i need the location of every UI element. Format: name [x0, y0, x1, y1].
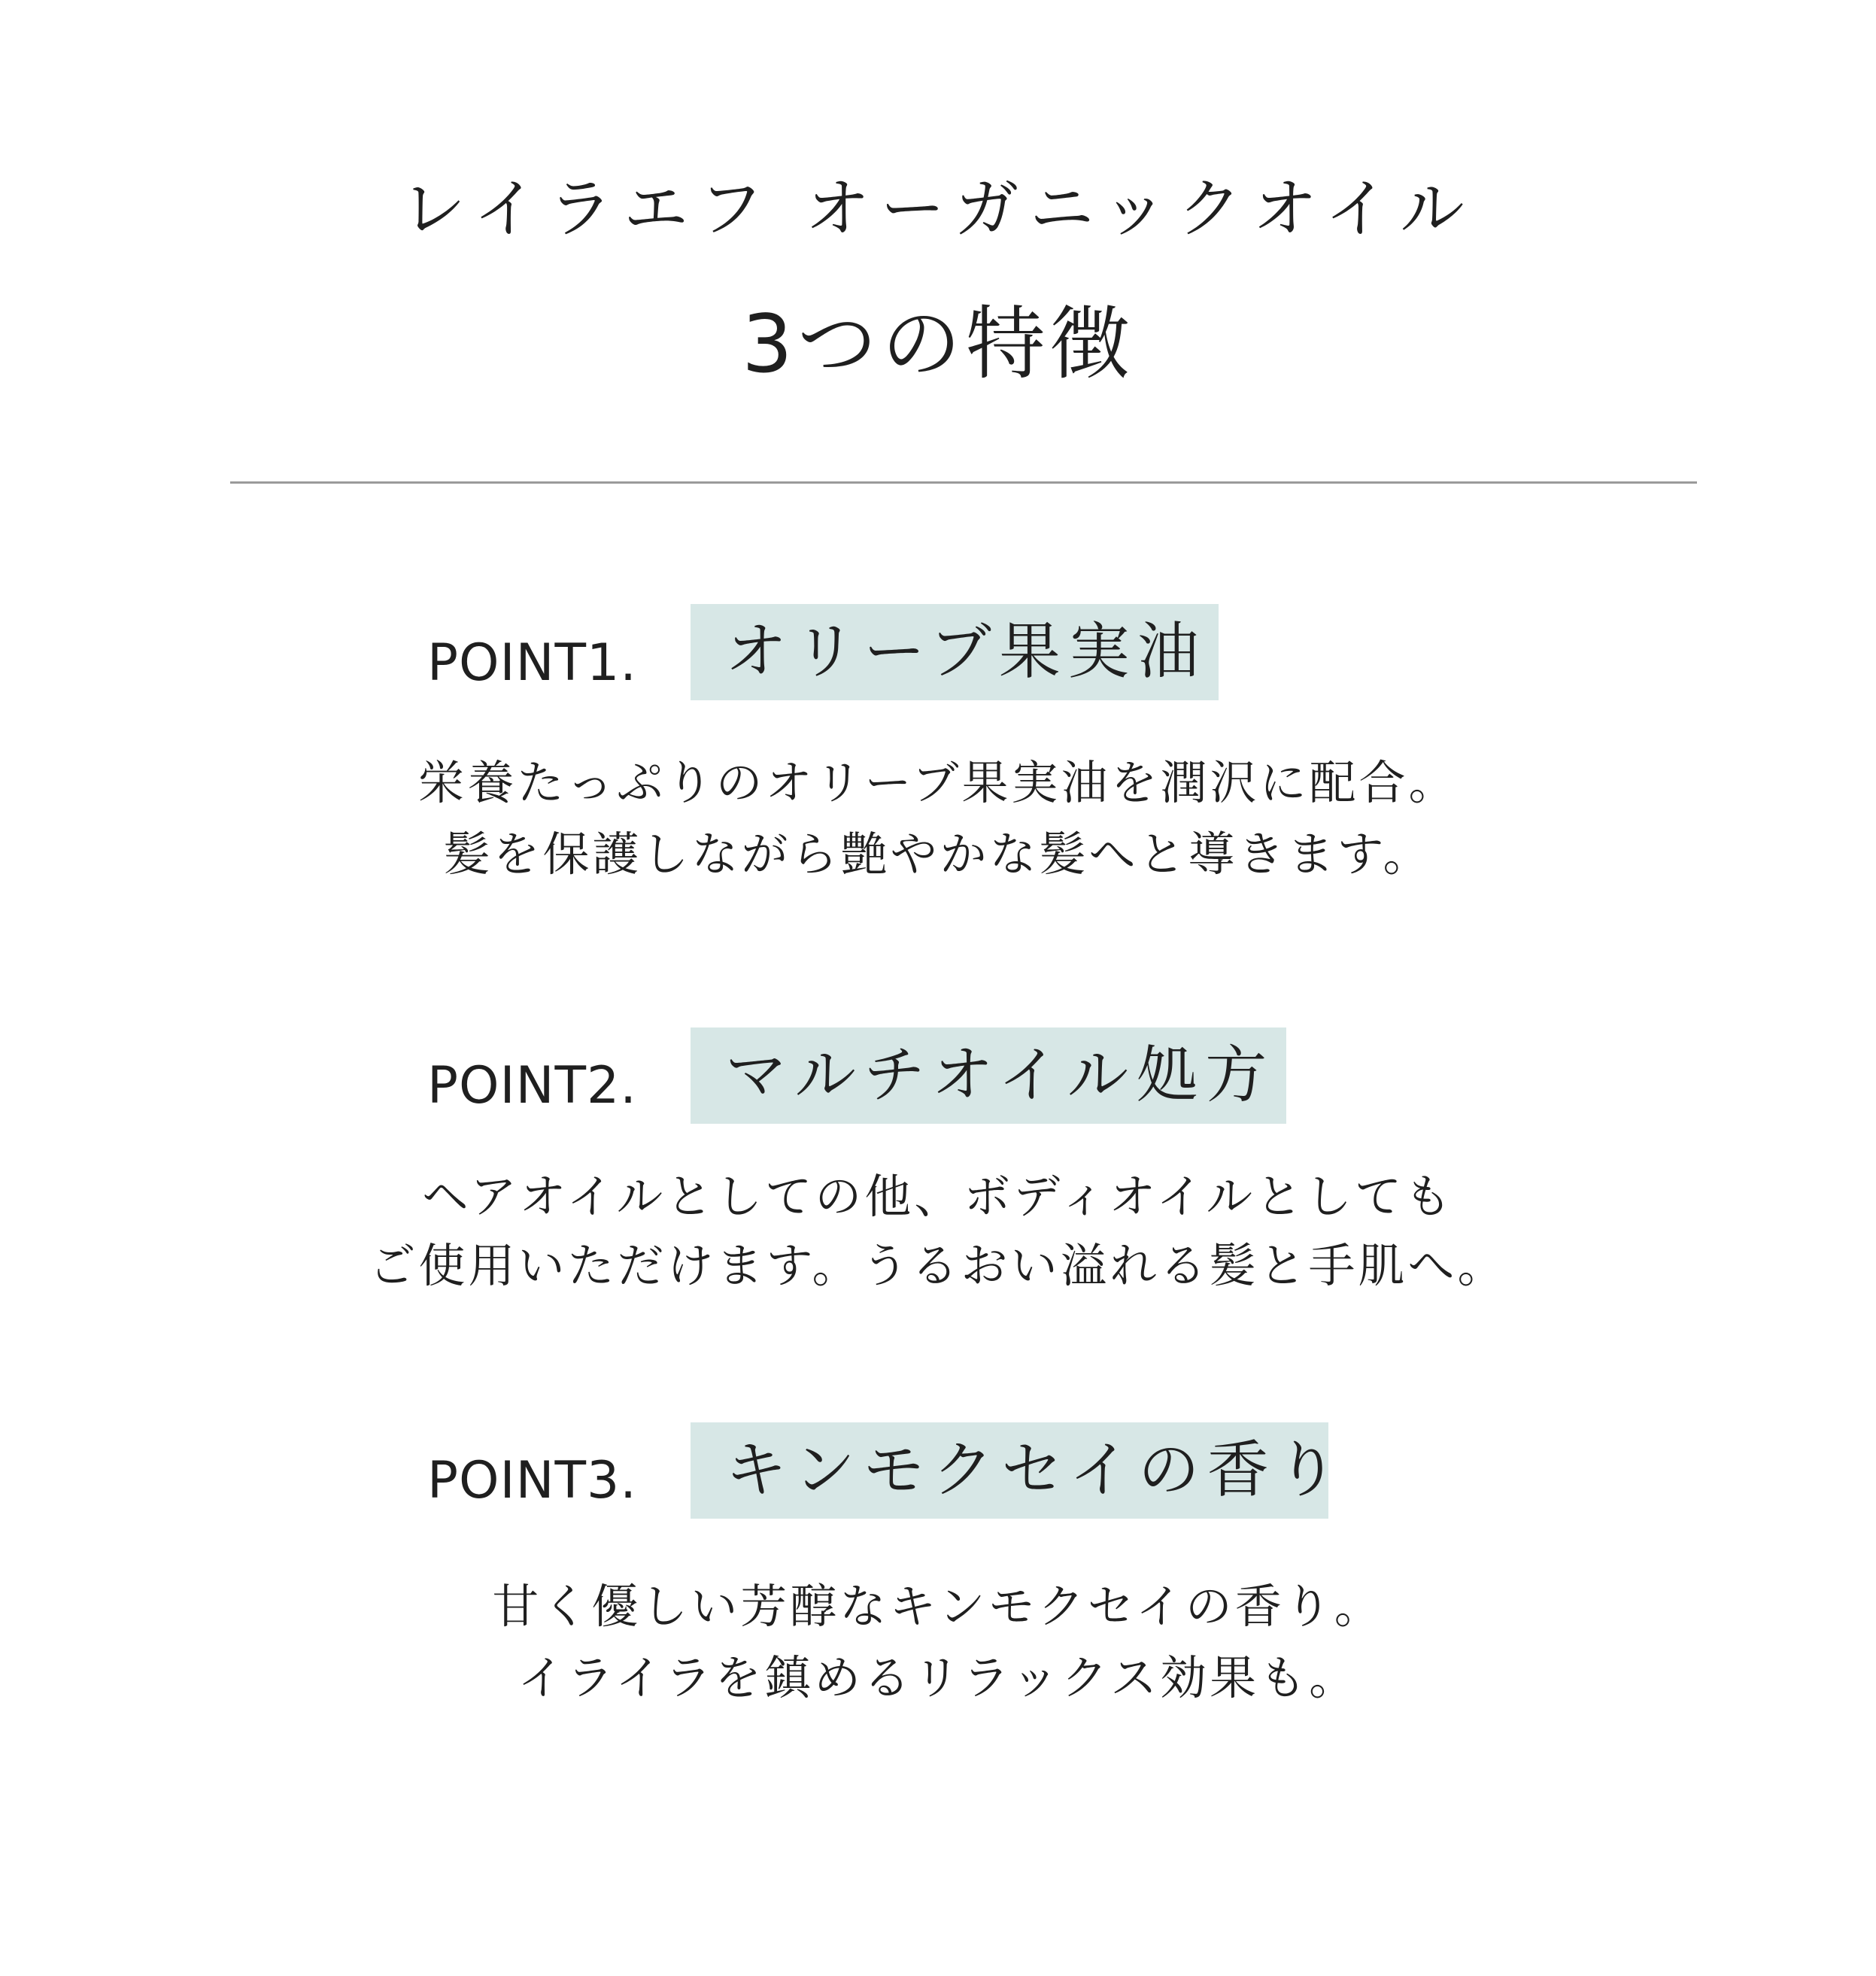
point-3-heading: キンモクセイの香り [725, 1434, 1346, 1506]
point-2-label: POINT2. [427, 1056, 637, 1115]
page-title-line2: 3つの特徴 [742, 298, 1134, 390]
point-2-heading-badge [691, 1027, 1286, 1124]
point-1-desc-line-2: 髪を保護しながら艶やかな髪へと導きます。 [443, 827, 1433, 882]
point-1-label: POINT1. [427, 633, 637, 693]
point-2-desc-line-2: ご使用いただけます。うるおい溢れる髪と手肌へ。 [369, 1238, 1507, 1293]
point-2-heading: マルチオイル処方 [725, 1040, 1275, 1111]
point-1-desc-line-1: 栄養たっぷりのオリーブ果実油を潤沢に配合。 [417, 755, 1459, 810]
point-3-heading-badge [691, 1422, 1346, 1519]
point-3-label: POINT3. [427, 1451, 637, 1510]
page-title-line1: レイラエフ オーガニックオイル [401, 171, 1475, 247]
point-3-desc-line-1: 甘く優しい芳醇なキンモクセイの香り。 [492, 1579, 1384, 1634]
point-1-heading: オリーブ果実油 [725, 616, 1207, 688]
point-2-desc-line-1: ヘアオイルとしての他、ボディオイルとしても [421, 1169, 1455, 1224]
point-3-desc-line-2: イライラを鎮めるリラックス効果も。 [517, 1650, 1359, 1705]
point-1-heading-badge [691, 604, 1219, 700]
divider [230, 481, 1697, 484]
